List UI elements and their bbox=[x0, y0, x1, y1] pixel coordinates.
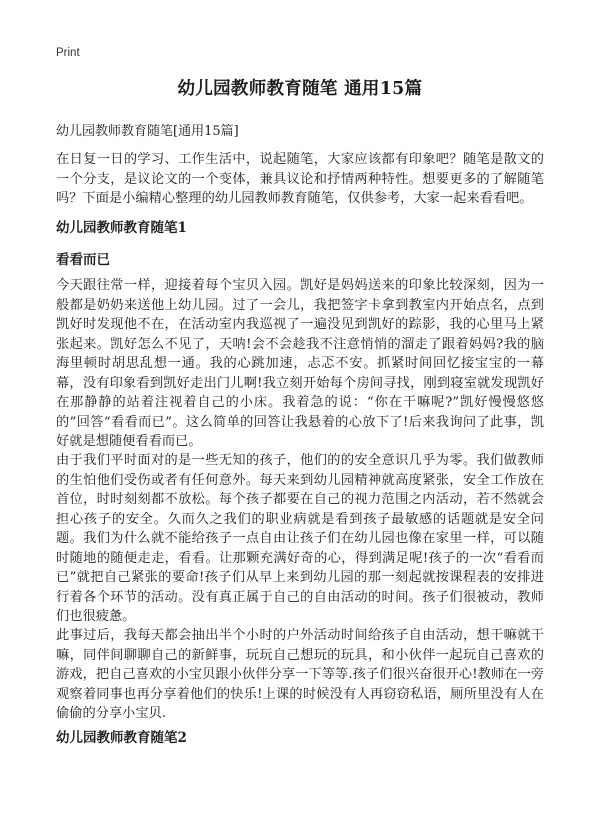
print-link[interactable]: Print bbox=[56, 47, 80, 59]
section-heading-2: 幼儿园教师教育随笔2 bbox=[56, 730, 187, 746]
document-title: 幼儿园教师教育随笔 通用15篇 bbox=[177, 79, 423, 99]
body-paragraph-2: 由于我们平时面对的是一些无知的孩子，他们的的安全意识几乎为零。我们做教师的生怕他们受伤或者有任何意外。每天来到幼儿园精神就高度紧张，安全工作放在首位，时时刻刻都不放松。每个孩子都要在自己的视力范围之内活动，若不然就会担心孩子的安全。久而久之我们的职业病就是看到孩子最敏感的话题就是安全问题。我们为什么就不能给孩子一点自由让孩子们在幼儿园也像在家里一样，可以随时随地的随便走走，看看。让那颗充满好奇的心，得到满足呢!孩子的一次“看看而已”就把自己紧张的要命!孩子们从早上来到幼儿园的那一刻起就按课程表的安排进行着各个环节的活动。没有真正属于自己的自由活动的时间。孩子们很被动，教师们也很疲惫。 bbox=[56, 453, 544, 624]
body-paragraph-1: 今天跟往常一样，迎接着每个宝贝入园。凯好是妈妈送来的印象比较深刻，因为一般都是奶奶来送他上幼儿园。过了一会儿，我把签字卡拿到教室内开始点名，点到凯好时发现他不在，在活动室内我巡视了一遍没见到凯好的踪影，我的心里马上紧张起来。凯好怎么不见了，天呐!会不会趁我不注意悄悄的溜走了跟着妈妈?我的脑海里顿时胡思乱想一通。我的心跳加速，忐忑不安。抓紧时间回忆接宝宝的一幕幕，没有印象看到凯好走出门儿啊!我立刻开始每个房间寻找，刚到寝室就发现凯好在那静静的站着注视着自己的小床。我着急的说：“你在干嘛呢?”凯好慢慢悠悠的”回答“看看而已”。这么简单的回答让我悬着的心放下了!后来我询问了此事，凯好就是想随便看看而已。 bbox=[56, 278, 544, 449]
section-heading-1: 幼儿园教师教育随笔1 bbox=[56, 220, 187, 236]
document-subtitle: 幼儿园教师教育随笔[通用15篇] bbox=[56, 124, 239, 139]
intro-paragraph: 在日复一日的学习、工作生活中，说起随笔，大家应该都有印象吧？随笔是散文的一个分支，是议论文的一个变体，兼具议论和抒情两种特性。想要更多的了解随笔吗？下面是小编精心整理的幼儿园教师教育随笔，仅供参考，大家一起来看看吧。 bbox=[56, 152, 544, 206]
body-paragraph-3: 此事过后，我每天都会抽出半个小时的户外活动时间给孩子自由活动，想干嘛就干嘛，同伴间聊聊自己的新鲜事，玩玩自己想玩的玩具，和小伙伴一起玩自己喜欢的游戏，把自己喜欢的小宝贝跟小伙伴分享一下等等.孩子们很兴奋很开心!教师在一旁观察着同事也再分享着他们的快乐!上课的时候没有人再窃窃私语，厕所里没有人在偷偷的分享小宝贝. bbox=[56, 628, 544, 721]
section-subheading: 看看而已 bbox=[56, 252, 110, 268]
